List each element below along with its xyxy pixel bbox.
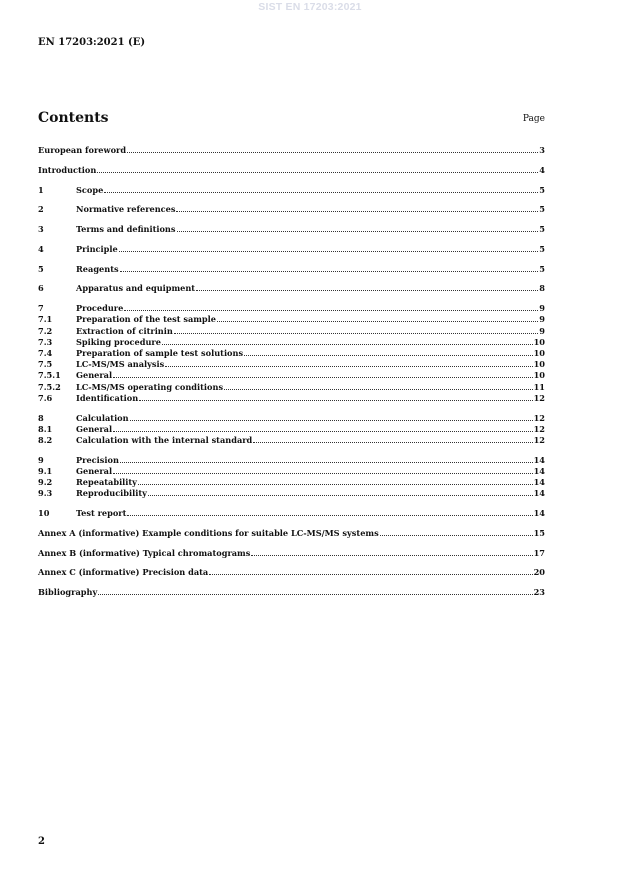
toc-entry-page: 11 [533,381,545,392]
toc-entry-page: 5 [539,204,545,215]
toc-entry[interactable] [38,264,545,275]
toc-entry-page: 10 [533,359,545,370]
toc-entry-number: 2 [38,204,44,215]
toc-entry[interactable] [38,204,545,215]
toc-entry-title: Apparatus and equipment [76,283,196,294]
toc-entry-page: 20 [533,567,545,578]
toc-entry-title: Spiking procedure [76,336,161,347]
toc-entry-page: 12 [533,412,545,423]
toc-entry[interactable] [38,370,545,381]
dot-leader [119,251,539,252]
toc-entry-title: Reagents [76,263,119,274]
dot-leader [177,231,539,232]
toc-entry-title: European foreword [38,145,127,155]
document-id: EN 17203:2021 (E) [38,37,146,48]
toc-entry[interactable] [38,548,545,559]
dot-leader [97,172,538,173]
toc-entry-title: Preparation of sample test solutions [76,348,244,358]
toc-entry-number: 7.6 [38,392,53,403]
toc-entry-page: 10 [533,370,545,381]
toc-entry-page: 12 [533,434,545,445]
dot-leader [174,333,538,334]
toc-entry-title: General [76,465,113,476]
toc-entry-page: 5 [539,224,545,235]
toc-entry-title: Reproducibility [76,488,147,499]
toc-entry-title: Principle [76,243,118,254]
toc-entry-page: 9 [539,303,545,314]
toc-entry[interactable] [38,145,545,156]
toc-entry[interactable] [38,413,545,424]
toc-entry[interactable] [38,314,545,325]
toc-entry-page: 14 [533,454,545,465]
dot-leader [127,152,538,153]
toc-entry-page: 9 [539,325,545,336]
toc-entry-title: Calculation with the internal standard [76,434,253,445]
toc-entry[interactable] [38,393,545,404]
dot-leader [120,271,539,272]
dot-leader [127,515,532,516]
toc-entry-number: 9.2 [38,477,53,488]
toc-entry-number: 9.1 [38,465,53,476]
toc-entry-number: 4 [38,243,44,254]
dot-leader [113,473,533,474]
toc-entry[interactable] [38,165,545,176]
toc-entry-number: 7 [38,303,44,314]
toc-entry[interactable] [38,488,545,499]
toc-entry-number: 9 [38,454,44,465]
dot-leader [98,594,532,595]
toc-entry-title: Introduction [38,164,97,175]
toc-entry-number: 8 [38,412,44,423]
toc-entry[interactable] [38,477,545,488]
toc-entry[interactable] [38,283,545,294]
toc-entry-title: LC-MS/MS analysis [76,359,165,370]
toc-entry-number: 7.2 [38,325,53,336]
toc-entry[interactable] [38,348,545,359]
toc-entry-page: 17 [533,547,545,558]
toc-entry-number: 7.3 [38,336,53,347]
toc-entry-page: 14 [533,508,545,519]
toc-entry-page: 12 [533,392,545,403]
toc-entry-title: Annex C (informative) Precision data [38,567,209,578]
dot-leader [148,495,533,496]
toc-entry-page: 14 [533,488,545,499]
toc-entry-title: Precision [76,454,119,465]
dot-leader [120,462,533,463]
dot-leader [162,344,533,345]
dot-leader [176,211,538,212]
dot-leader [113,431,533,432]
page-column-label: Page [522,114,545,124]
toc-entry-title: Calculation [76,412,129,423]
toc-entry[interactable] [38,435,545,446]
toc-entry-number: 7.5.1 [38,370,61,381]
toc-entry-title: Repeatability [76,477,137,488]
dot-leader [209,574,532,575]
toc-entry-title: Normative references [76,204,176,215]
toc-entry-number: 7.5 [38,359,53,370]
dot-leader [251,555,532,556]
toc-entry-page: 5 [539,243,545,254]
toc-entry-number: 7.5.2 [38,381,61,392]
toc-entry-number: 10 [38,508,50,519]
dot-leader [138,484,533,485]
toc-entry-title: Scope [76,184,104,195]
contents-title: Contents [38,110,109,126]
toc-entry-page: 14 [533,477,545,488]
table-of-contents [38,145,545,598]
toc-entry[interactable] [38,337,545,348]
dot-leader [244,355,533,356]
dot-leader [380,535,533,536]
toc-entry-title: Bibliography [38,587,98,598]
dot-leader [253,442,532,443]
toc-entry-page: 5 [539,184,545,195]
toc-entry-title: Annex B (informative) Typical chromatograms [38,547,251,558]
toc-entry-page: 4 [539,164,545,175]
dot-leader [224,389,533,390]
toc-entry[interactable] [38,359,545,370]
toc-entry-number: 6 [38,283,44,294]
toc-entry-page: 12 [533,423,545,434]
toc-entry[interactable] [38,303,545,314]
dot-leader [130,420,533,421]
toc-entry-number: 7.1 [38,314,53,325]
dot-leader [104,192,538,193]
toc-entry-page: 9 [539,314,545,325]
toc-entry-title: General [76,370,113,381]
toc-entry-title: LC-MS/MS operating conditions [76,381,224,392]
toc-entry[interactable] [38,455,545,466]
toc-entry-number: 8.2 [38,434,53,445]
toc-entry-page: 8 [539,283,545,294]
toc-entry-number: 5 [38,263,44,274]
dot-leader [165,366,532,367]
toc-entry-number: 8.1 [38,423,53,434]
toc-entry-page: 14 [533,465,545,476]
toc-entry[interactable] [38,224,545,235]
toc-entry[interactable] [38,185,545,196]
page-number: 2 [38,836,45,847]
toc-entry-page: 10 [533,336,545,347]
toc-entry-page: 23 [533,587,545,598]
toc-entry[interactable] [38,567,545,578]
toc-entry[interactable] [38,466,545,477]
toc-entry[interactable] [38,528,545,539]
toc-entry[interactable] [38,424,545,435]
toc-entry-number: 9.3 [38,488,53,499]
toc-entry-title: Preparation of the test sample [76,314,216,325]
toc-entry-title: Annex A (informative) Example conditions for suitable LC-MS/MS systems [38,527,379,538]
dot-leader [124,310,538,311]
dot-leader [113,377,533,378]
dot-leader [217,321,538,322]
toc-entry-title: Extraction of citrinin [76,325,173,336]
toc-entry-number: 1 [38,184,44,195]
toc-entry-number: 7.4 [38,348,53,358]
toc-entry-page: 15 [533,527,545,538]
toc-entry[interactable] [38,508,545,519]
toc-entry-number: 3 [38,224,44,235]
toc-entry-page: 10 [533,348,545,358]
toc-entry[interactable] [38,326,545,337]
toc-entry[interactable] [38,244,545,255]
toc-entry-page: 5 [539,263,545,274]
dot-leader [196,290,538,291]
watermark: SIST EN 17203:2021 [258,1,362,13]
toc-entry[interactable] [38,382,545,393]
toc-entry-page: 3 [539,145,545,155]
toc-entry-title: General [76,423,113,434]
toc-entry-title: Procedure [76,303,124,314]
toc-entry[interactable] [38,587,545,598]
toc-entry-title: Identification [76,392,139,403]
toc-entry-title: Terms and definitions [76,224,176,235]
dot-leader [139,400,532,401]
toc-entry-title: Test report [76,508,127,519]
